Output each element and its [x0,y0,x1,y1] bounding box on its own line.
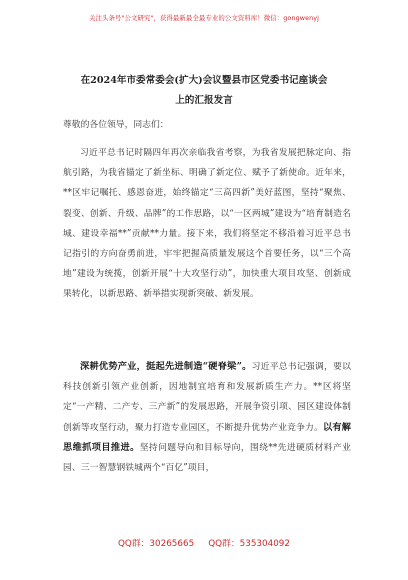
paragraph-lead-heading-2: 以有解思维抓项目推进。 [63,421,351,453]
paragraph-2 [63,357,351,478]
footer-contact [0,536,408,549]
paragraph-text: 习近平总书记强调，要以科技创新引领产业创新，因地制宜培育和发展新质生产力。**区将坚定“一产精、二产专、三产新”的发展思路，开展争资引项、园区建设体制创新等攻坚行动，聚力打造专业园区，不断提升优势产业竞争力。 [63,362,352,433]
header-banner: 关注头条号"公文研究"，获得最新最全最专业的公文资料库！微信：gongwenyj [88,14,320,22]
paragraph-text-2: 坚持问题导向和目标导向，围绕**先进硬质材料产业园、三一智慧钢铁城两个“百亿”项目， [63,442,351,474]
salutation: 尊敬的各位领导，同志们： [63,120,169,130]
paragraph-lead-heading: 深耕优势产业，挺起先进制造“硬脊梁”。 [80,361,252,372]
paragraph-1: 习近平总书记时隔四年再次亲临我省考察，为我省发展把脉定向、指航引路，为我省锚定了新坐标、明确了新定位、赋予了新使命。近年来，**区牢记嘱托、感恩奋进，始终锚定“三高四新”美好蓝图，坚持“聚焦、裂变、创新、升级、品牌”的工作思路，以“一区两城”建设为“培育制造名城、建设幸福**”贡献**力量。接下来，我们将坚定不移沿着习近平总书记指引的方向奋勇前进，牢牢把握高质量发展这个首要任务，以“三个高地”建设为统揽，创新开展“十大攻坚行动”，加快重大项目攻坚、创新成果转化，以新思路、新举措实现新突破、新发展。 [63,148,351,300]
document-title-line2: 上的汇报发言 [175,95,233,106]
document-title: 在2024年市委常委会(扩大)会议暨县市区党委书记座谈会 [80,75,328,86]
qq-group-1: QQ群：30265665 [117,539,195,549]
qq-group-2: QQ群：535304092 [208,539,291,549]
